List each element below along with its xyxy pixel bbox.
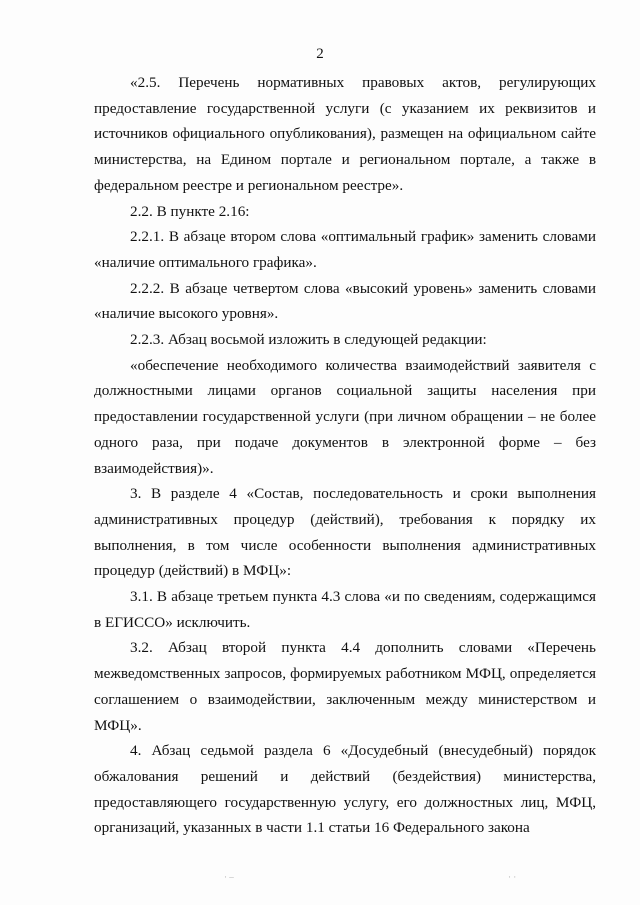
- paragraph-3: 3. В разделе 4 «Состав, последовательность и сроки выполнения административных процедур (действий), требования к порядку их выполнения, в том числе особенности выполнения административных процедур (действий) в МФЦ»:: [94, 485, 596, 580]
- scan-mark-left: · –: [224, 872, 234, 882]
- paragraph-4: 4. Абзац седьмой раздела 6 «Досудебный (внесудебный) порядок обжалования решений и действий (бездействия) министерства, предоставляющего государственную услугу, его должностных лиц, МФЦ, организаций, указанных в части 1.1 статьи 16 Федерального закона: [94, 742, 596, 837]
- paragraph-3-1: 3.1. В абзаце третьем пункта 4.3 слова «и по сведениям, содержащимся в ЕГИССО» исключить.: [94, 588, 596, 631]
- paragraph-quote: «обеспечение необходимого количества взаимодействий заявителя с должностными лицами органов социальной защиты населения при предоставлении государственной услуги (при личном обращении – не более одного раза, при подаче документов в электронной форме – без взаимодействия)».: [94, 356, 596, 477]
- paragraph-2-2: 2.2. В пункте 2.16:: [130, 202, 250, 220]
- paragraph-2-5: «2.5. Перечень нормативных правовых актов, регулирующих предоставление государственной услуги (с указанием их реквизитов и источников официального опубликования), размещен на официальном сайте министерства, на Едином портале и региональном портале, а также в федеральном реестре и региональном реестре».: [94, 74, 596, 194]
- paragraph-2-2-1: 2.2.1. В абзаце втором слова «оптимальный график» заменить словами «наличие оптимального графика».: [94, 228, 596, 271]
- document-body: [94, 70, 596, 841]
- paragraph-2-2-2: 2.2.2. В абзаце четвертом слова «высокий уровень» заменить словами «наличие высокого уровня».: [94, 279, 596, 323]
- paragraph-2-2-3: 2.2.3. Абзац восьмой изложить в следующей редакции:: [130, 331, 487, 349]
- page-number: 2: [316, 46, 324, 62]
- scan-mark-right: · ·: [508, 872, 517, 882]
- paragraph-3-2: 3.2. Абзац второй пункта 4.4 дополнить словами «Перечень межведомственных запросов, формируемых работником МФЦ, определяется соглашением о взаимодействии, заключенным между министерством и МФЦ».: [94, 639, 596, 734]
